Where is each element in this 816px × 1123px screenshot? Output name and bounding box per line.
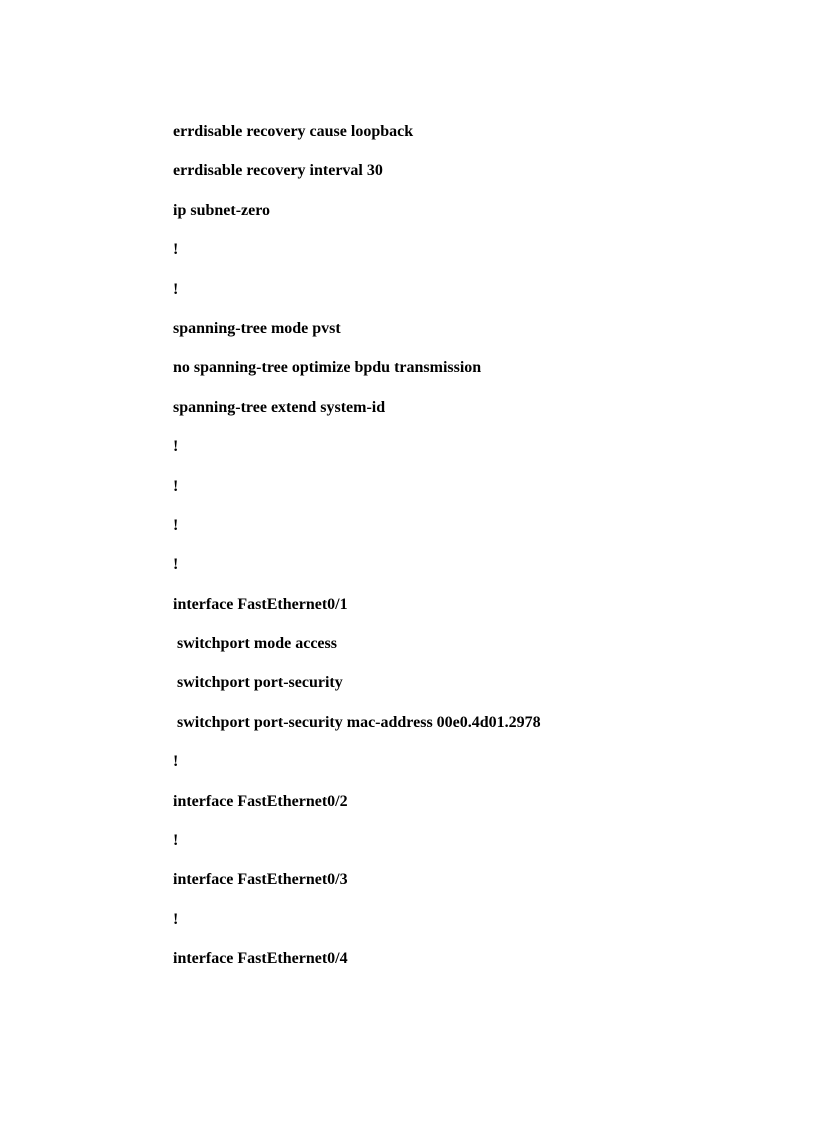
config-line: switchport mode access	[173, 635, 337, 653]
config-line: !	[173, 832, 179, 850]
config-line: interface FastEthernet0/2	[173, 792, 348, 810]
config-line: !	[173, 516, 179, 534]
config-line: !	[173, 280, 179, 298]
config-line: !	[173, 910, 179, 928]
config-line: interface FastEthernet0/1	[173, 595, 348, 613]
config-line: switchport port-security	[173, 674, 343, 692]
config-line: no spanning-tree optimize bpdu transmission	[173, 359, 482, 377]
config-line: spanning-tree extend system-id	[173, 398, 386, 416]
config-line: !	[173, 438, 179, 456]
config-line: spanning-tree mode pvst	[173, 319, 341, 337]
config-line: !	[173, 753, 179, 771]
config-line: interface FastEthernet0/4	[173, 950, 348, 968]
config-line: ip subnet-zero	[173, 201, 271, 219]
config-line: switchport port-security mac-address 00e0.4d01.2978	[173, 713, 541, 731]
config-line: errdisable recovery interval 30	[173, 162, 383, 180]
config-line: errdisable recovery cause loopback	[173, 123, 414, 140]
config-line: interface FastEthernet0/3	[173, 871, 348, 889]
config-line: !	[173, 477, 179, 495]
config-line: !	[173, 241, 179, 259]
config-listing	[173, 121, 541, 988]
config-line: !	[173, 556, 179, 574]
